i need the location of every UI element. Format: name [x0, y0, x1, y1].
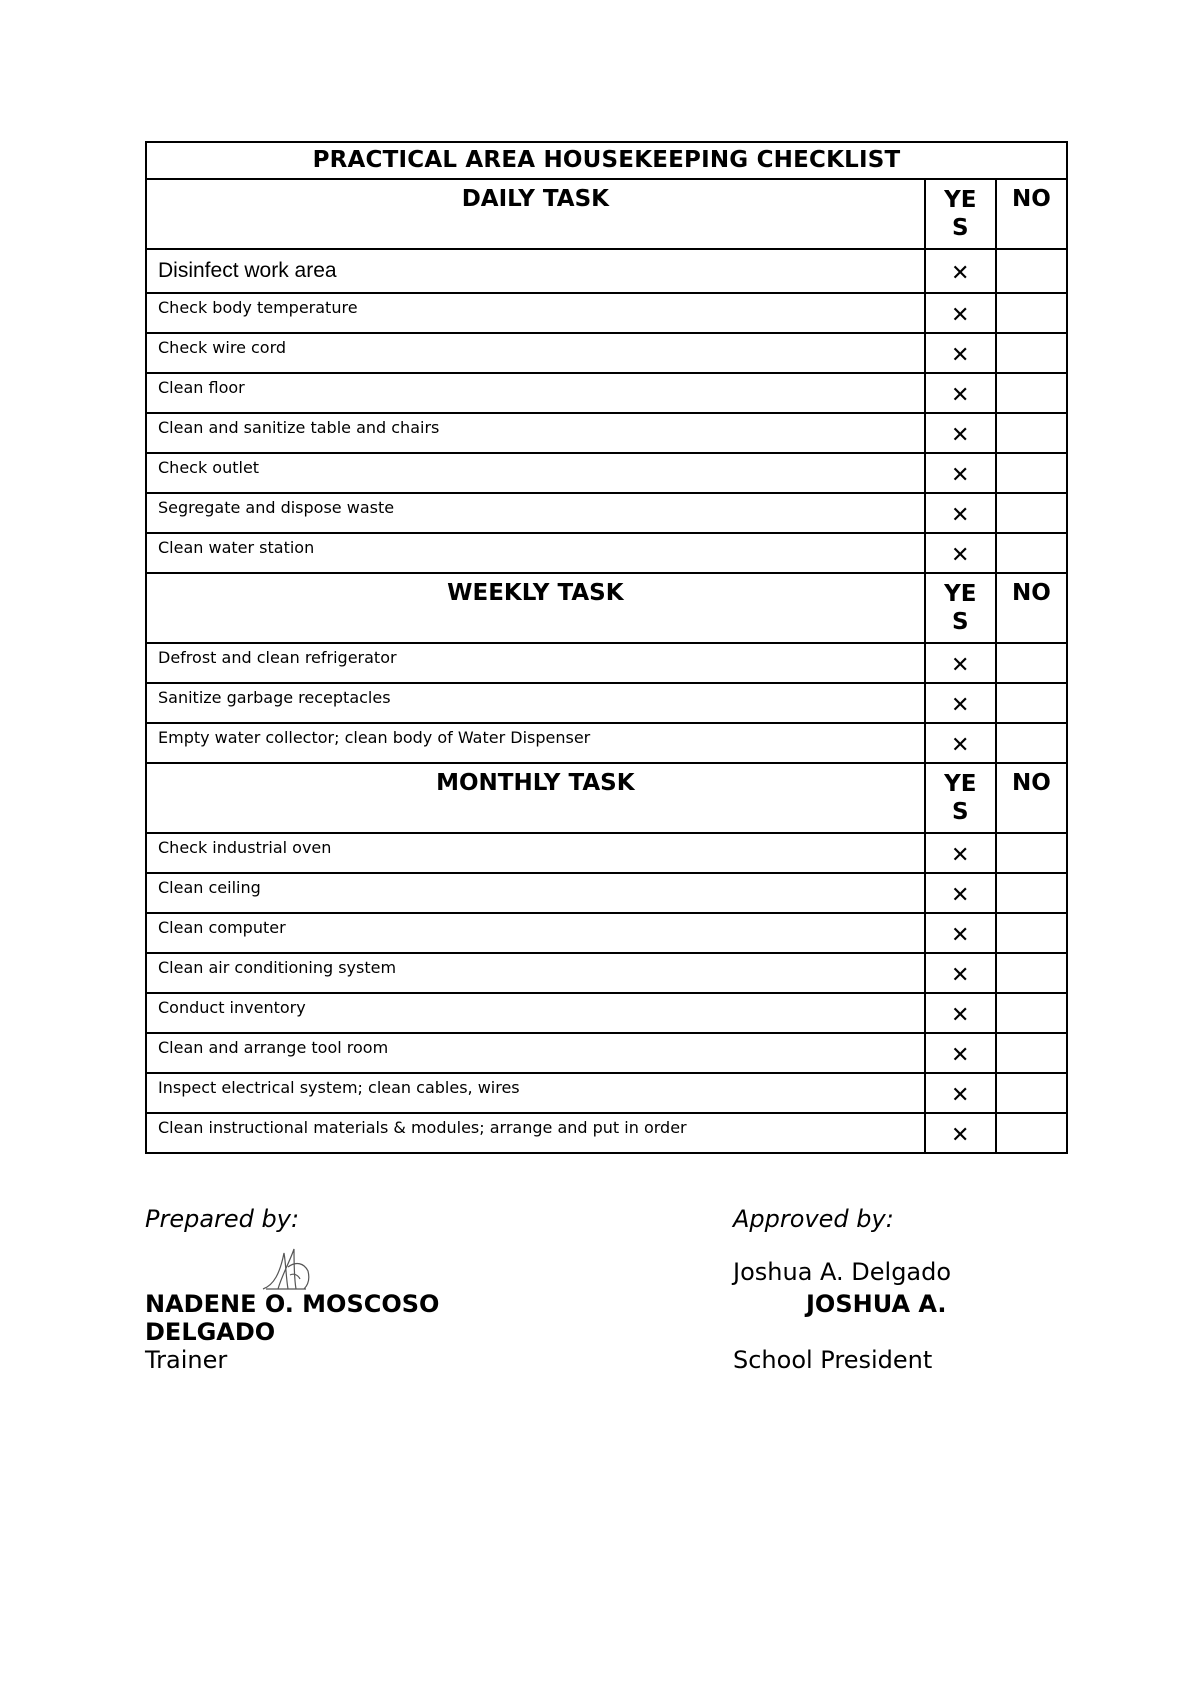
task-row: [146, 249, 1067, 293]
yes-checkbox-cell[interactable]: [925, 1073, 996, 1113]
section-label: WEEKLY TASK: [146, 573, 925, 643]
yes-checkbox-cell[interactable]: [925, 373, 996, 413]
no-checkbox-cell[interactable]: [996, 993, 1067, 1033]
x-mark-icon: ✕: [951, 732, 970, 758]
section-label: DAILY TASK: [146, 179, 925, 249]
x-mark-icon: ✕: [951, 382, 970, 408]
task-row: [146, 953, 1067, 993]
x-mark-icon: ✕: [951, 652, 970, 678]
no-checkbox-cell[interactable]: [996, 1073, 1067, 1113]
yes-checkbox-cell[interactable]: [925, 643, 996, 683]
x-mark-icon: ✕: [951, 922, 970, 948]
no-checkbox-cell[interactable]: [996, 493, 1067, 533]
no-checkbox-cell[interactable]: [996, 333, 1067, 373]
task-row: [146, 453, 1067, 493]
no-column-header: NO: [996, 763, 1067, 833]
housekeeping-checklist-table: [145, 141, 1068, 1154]
yes-checkbox-cell[interactable]: [925, 413, 996, 453]
no-checkbox-cell[interactable]: [996, 1033, 1067, 1073]
approved-signature-text: Joshua A. Delgado: [733, 1258, 952, 1286]
x-mark-icon: ✕: [951, 302, 970, 328]
checklist-title: PRACTICAL AREA HOUSEKEEPING CHECKLIST: [146, 142, 1067, 179]
task-label: Inspect electrical system; clean cables, wires: [146, 1073, 925, 1113]
task-row: [146, 533, 1067, 573]
task-label: Check outlet: [146, 453, 925, 493]
x-mark-icon: ✕: [951, 882, 970, 908]
yes-checkbox-cell[interactable]: [925, 833, 996, 873]
task-label: Clean and arrange tool room: [146, 1033, 925, 1073]
x-mark-icon: ✕: [951, 692, 970, 718]
yes-checkbox-cell[interactable]: [925, 249, 996, 293]
yes-header-text: YES: [944, 771, 977, 825]
no-checkbox-cell[interactable]: [996, 953, 1067, 993]
task-label: Clean air conditioning system: [146, 953, 925, 993]
task-label: Empty water collector; clean body of Water Dispenser: [146, 723, 925, 763]
yes-checkbox-cell[interactable]: [925, 453, 996, 493]
task-label: Check industrial oven: [146, 833, 925, 873]
no-checkbox-cell[interactable]: [996, 643, 1067, 683]
x-mark-icon: ✕: [951, 422, 970, 448]
yes-checkbox-cell[interactable]: [925, 993, 996, 1033]
section-header-row: [146, 763, 1067, 833]
yes-header-text: YES: [944, 581, 977, 635]
yes-checkbox-cell[interactable]: [925, 953, 996, 993]
x-mark-icon: ✕: [951, 842, 970, 868]
yes-checkbox-cell[interactable]: [925, 723, 996, 763]
section-header-row: [146, 573, 1067, 643]
no-checkbox-cell[interactable]: [996, 723, 1067, 763]
yes-checkbox-cell[interactable]: [925, 913, 996, 953]
no-checkbox-cell[interactable]: [996, 833, 1067, 873]
task-label: Conduct inventory: [146, 993, 925, 1033]
task-label: Check body temperature: [146, 293, 925, 333]
task-row: [146, 413, 1067, 453]
task-row: [146, 1113, 1067, 1153]
task-row: [146, 683, 1067, 723]
x-mark-icon: ✕: [951, 1122, 970, 1148]
prepared-name-line1: NADENE O. MOSCOSO: [145, 1290, 440, 1318]
task-row: [146, 293, 1067, 333]
yes-column-header: [925, 179, 996, 249]
x-mark-icon: ✕: [951, 1002, 970, 1028]
approved-by-label: Approved by:: [733, 1205, 894, 1233]
task-label: Clean water station: [146, 533, 925, 573]
x-mark-icon: ✕: [951, 462, 970, 488]
approved-by-name: JOSHUA A.: [806, 1290, 947, 1318]
task-row: [146, 1073, 1067, 1113]
no-checkbox-cell[interactable]: [996, 913, 1067, 953]
approved-by-block: [733, 1205, 1073, 1374]
prepared-by-label: Prepared by:: [145, 1205, 300, 1233]
yes-checkbox-cell[interactable]: [925, 293, 996, 333]
no-checkbox-cell[interactable]: [996, 1113, 1067, 1153]
x-mark-icon: ✕: [951, 542, 970, 568]
task-label: Check wire cord: [146, 333, 925, 373]
yes-checkbox-cell[interactable]: [925, 533, 996, 573]
task-label: Clean and sanitize table and chairs: [146, 413, 925, 453]
task-row: [146, 913, 1067, 953]
task-row: [146, 873, 1067, 913]
task-label: Clean ceiling: [146, 873, 925, 913]
yes-header-text: YES: [944, 187, 977, 241]
x-mark-icon: ✕: [951, 1082, 970, 1108]
yes-column-header: [925, 763, 996, 833]
prepared-by-block: [145, 1205, 705, 1374]
task-label: Sanitize garbage receptacles: [146, 683, 925, 723]
task-label: Disinfect work area: [146, 249, 925, 293]
checklist-body: [146, 142, 1067, 1153]
yes-checkbox-cell[interactable]: [925, 1113, 996, 1153]
no-checkbox-cell[interactable]: [996, 533, 1067, 573]
task-row: [146, 643, 1067, 683]
task-row: [146, 833, 1067, 873]
no-checkbox-cell[interactable]: [996, 453, 1067, 493]
section-header-row: [146, 179, 1067, 249]
no-column-header: NO: [996, 573, 1067, 643]
task-label: Clean floor: [146, 373, 925, 413]
task-label: Defrost and clean refrigerator: [146, 643, 925, 683]
yes-checkbox-cell[interactable]: [925, 493, 996, 533]
no-checkbox-cell[interactable]: [996, 873, 1067, 913]
handwritten-signature-icon: [260, 1245, 312, 1293]
no-column-header: NO: [996, 179, 1067, 249]
task-row: [146, 333, 1067, 373]
x-mark-icon: ✕: [951, 1042, 970, 1068]
no-checkbox-cell[interactable]: [996, 293, 1067, 333]
task-row: [146, 373, 1067, 413]
yes-checkbox-cell[interactable]: [925, 333, 996, 373]
prepared-by-title: Trainer: [145, 1346, 228, 1374]
yes-column-header: [925, 573, 996, 643]
x-mark-icon: ✕: [951, 502, 970, 528]
task-label: Segregate and dispose waste: [146, 493, 925, 533]
no-checkbox-cell[interactable]: [996, 249, 1067, 293]
prepared-by-name: [145, 1290, 439, 1346]
approved-by-title: School President: [733, 1346, 933, 1374]
task-label: Clean computer: [146, 913, 925, 953]
yes-checkbox-cell[interactable]: [925, 873, 996, 913]
no-checkbox-cell[interactable]: [996, 683, 1067, 723]
prepared-name-line2: DELGADO: [145, 1318, 276, 1346]
no-checkbox-cell[interactable]: [996, 413, 1067, 453]
no-checkbox-cell[interactable]: [996, 373, 1067, 413]
yes-checkbox-cell[interactable]: [925, 683, 996, 723]
title-row: [146, 142, 1067, 179]
task-row: [146, 493, 1067, 533]
section-label: MONTHLY TASK: [146, 763, 925, 833]
x-mark-icon: ✕: [951, 260, 970, 286]
task-label: Clean instructional materials & modules; arrange and put in order: [146, 1113, 925, 1153]
task-row: [146, 1033, 1067, 1073]
x-mark-icon: ✕: [951, 962, 970, 988]
x-mark-icon: ✕: [951, 342, 970, 368]
task-row: [146, 723, 1067, 763]
yes-checkbox-cell[interactable]: [925, 1033, 996, 1073]
task-row: [146, 993, 1067, 1033]
